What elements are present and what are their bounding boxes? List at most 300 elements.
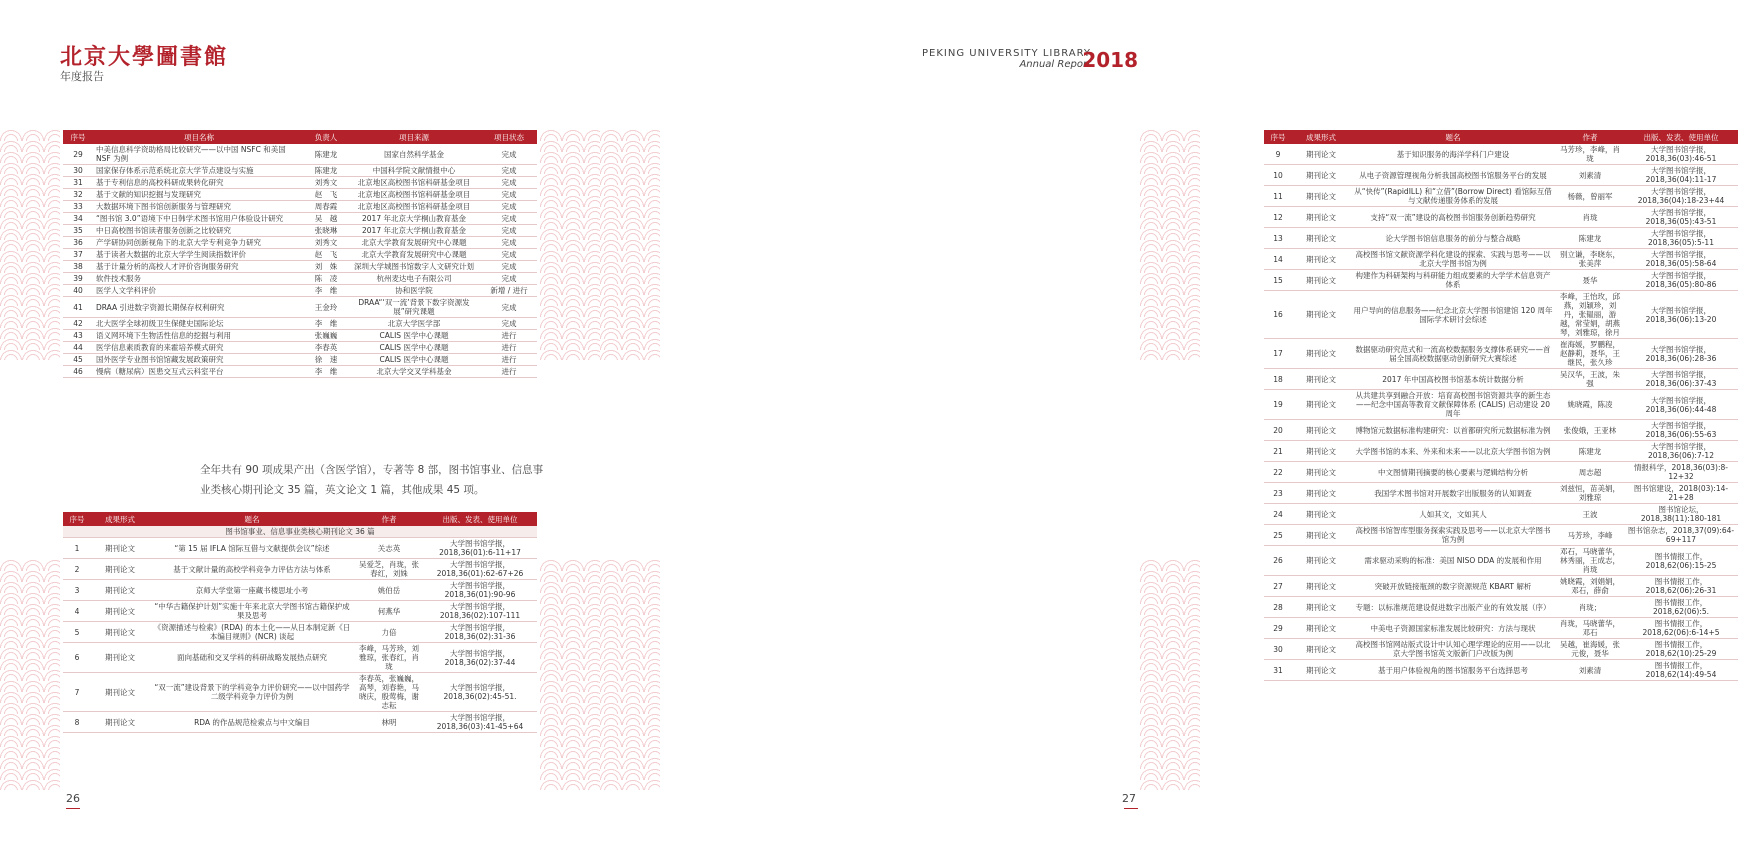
table-cell: 刘秀文	[305, 237, 347, 249]
table-row	[63, 297, 537, 318]
table-cell: 7	[63, 673, 91, 712]
table-cell: 23	[1264, 483, 1292, 504]
table-cell: 陈 凌	[305, 273, 347, 285]
table-row	[63, 237, 537, 249]
table-cell: 图书馆建设，2018(03):14-21+28	[1624, 483, 1738, 504]
table-cell: 从“快传”(RapidILL) 和“立借”(Borrow Direct) 看馆际互借与文献传递服务体系的发展	[1350, 186, 1556, 207]
table-cell: “中华古籍保护计划”实施十年来北京大学图书馆古籍保护成果及思考	[149, 601, 355, 622]
table-cell: 完成	[481, 189, 537, 201]
table-cell: 中文图情期刊摘要的核心要素与逻辑结构分析	[1350, 462, 1556, 483]
table-cell: 大学图书馆学报，2018,36(04):18-23+44	[1624, 186, 1738, 207]
table-cell: 崔海媛，罗鹏程，赵静莉，聂华，王继民，张久珍	[1556, 339, 1624, 369]
table-cell: 期刊论文	[1292, 504, 1350, 525]
table-cell: 16	[1264, 291, 1292, 339]
group-label: 图书馆事业、信息事业类核心期刊论文 36 篇	[63, 526, 537, 538]
table-cell: 李春英，张巍巍，高琴，刘春艳，马晓庆，殷莺梅，谢志耘	[355, 673, 423, 712]
table-cell: 何燕华	[355, 601, 423, 622]
wave-pattern-decoration	[600, 560, 660, 790]
table-cell: 王波	[1556, 504, 1624, 525]
table-cell: 周春霞	[305, 201, 347, 213]
column-header: 项目名称	[93, 130, 305, 144]
table-cell: 基于文献计量的高校学科竞争力评估方法与体系	[149, 559, 355, 580]
table-row	[1264, 597, 1738, 618]
table-cell: 40	[63, 285, 93, 297]
table-row	[63, 189, 537, 201]
table-cell: 别立谦，李晓东，张美萍	[1556, 249, 1624, 270]
table-cell: 高校图书馆网站版式设计中认知心理学理论的应用——以北京大学图书馆英文版新门户改版为例	[1350, 639, 1556, 660]
table-cell: 徐 速	[305, 354, 347, 366]
table-cell: 中美电子资源国家标准发展比较研究：方法与现状	[1350, 618, 1556, 639]
table-cell: 周志超	[1556, 462, 1624, 483]
table-cell: 30	[63, 165, 93, 177]
page-number-right: 27	[1122, 792, 1136, 805]
table-cell: 图书馆杂志，2018,37(09):64-69+117	[1624, 525, 1738, 546]
table-cell: 京师大学堂第一座藏书楼思址小考	[149, 580, 355, 601]
column-header: 作者	[1556, 130, 1624, 144]
table-row	[1264, 369, 1738, 390]
column-header: 负责人	[305, 130, 347, 144]
table-row	[63, 285, 537, 297]
table-cell: 吴爱芝，肖珑，张春红，刘姝	[355, 559, 423, 580]
table-cell: 陈建龙	[1556, 228, 1624, 249]
table-row	[1264, 483, 1738, 504]
table-cell: 期刊论文	[1292, 618, 1350, 639]
column-header: 成果形式	[1292, 130, 1350, 144]
table-cell: 41	[63, 297, 93, 318]
table-cell: 论大学图书馆信息服务的前分与整合战略	[1350, 228, 1556, 249]
table-cell: 北京地区高校图书馆科研基金项目	[347, 177, 481, 189]
table-cell: 北京大学医学部	[347, 318, 481, 330]
table-row	[63, 342, 537, 354]
table-cell: 图书情报工作，2018,62(06):26-31	[1624, 576, 1738, 597]
table-cell: 基于文献的知识挖掘与发现研究	[93, 189, 305, 201]
wave-pattern-decoration	[1140, 560, 1200, 790]
table-row	[63, 354, 537, 366]
table-row	[1264, 186, 1738, 207]
table-cell: 完成	[481, 201, 537, 213]
table-cell: 大学图书馆学报，2018,36(06):55-63	[1624, 420, 1738, 441]
table-cell: 北京地区高校图书馆科研基金项目	[347, 189, 481, 201]
table-row	[1264, 639, 1738, 660]
table-cell: 期刊论文	[91, 673, 149, 712]
table-cell: “双一流”建设背景下的学科竞争力评价研究——以中国药学二级学科竞争力评价为例	[149, 673, 355, 712]
table-cell: 协和医学院	[347, 285, 481, 297]
table-cell: 基于用户体验视角的图书馆服务平台选择思考	[1350, 660, 1556, 681]
table-row	[1264, 270, 1738, 291]
wave-pattern-decoration	[1140, 130, 1200, 360]
table-row	[1264, 618, 1738, 639]
table-cell: 大学图书馆学报，2018,36(06):37-43	[1624, 369, 1738, 390]
table-cell: 聂华	[1556, 270, 1624, 291]
table-cell: 大学图书馆的本来、外来和未来——以北京大学图书馆为例	[1350, 441, 1556, 462]
table-cell: 期刊论文	[1292, 420, 1350, 441]
column-header: 项目来源	[347, 130, 481, 144]
table-cell: 期刊论文	[1292, 441, 1350, 462]
table-cell: 期刊论文	[1292, 291, 1350, 339]
table-row	[63, 225, 537, 237]
table-cell: 国家自然科学基金	[347, 144, 481, 165]
table-cell: 大学图书馆学报，2018,36(04):11-17	[1624, 165, 1738, 186]
table-cell: 完成	[481, 273, 537, 285]
table-row	[1264, 390, 1738, 420]
table-cell: 姚晓霞，刘娟娟，邓石，薛俞	[1556, 576, 1624, 597]
table-cell: 关志英	[355, 538, 423, 559]
table-cell: 中国科学院文献情报中心	[347, 165, 481, 177]
table-cell: 大学图书馆学报，2018,36(06):13-20	[1624, 291, 1738, 339]
table-cell: 完成	[481, 225, 537, 237]
table-cell: 大学图书馆学报，2018,36(05):5-11	[1624, 228, 1738, 249]
table-row	[63, 580, 537, 601]
table-row	[63, 366, 537, 378]
table-row	[1264, 207, 1738, 228]
table-cell: 大学图书馆学报，2018,36(02):37-44	[423, 643, 537, 673]
table-cell: 博物馆元数据标准构建研究：以首都研究所元数据标准为例	[1350, 420, 1556, 441]
table-cell: 图书情报工作，2018,62(14):49-54	[1624, 660, 1738, 681]
table-cell: 国外医学专业图书馆馆藏发展政策研究	[93, 354, 305, 366]
library-name-en: PEKING UNIVERSITY LIBRARY	[922, 48, 1091, 59]
table-cell: 赵 飞	[305, 249, 347, 261]
table-cell: 肖珑	[1556, 207, 1624, 228]
table-cell: 李峰，马芳珍，刘雅琼，张春红，肖珑	[355, 643, 423, 673]
column-header: 序号	[63, 130, 93, 144]
table-cell: 期刊论文	[1292, 339, 1350, 369]
table-cell: 基于知识服务的海洋学科门户建设	[1350, 144, 1556, 165]
table-cell: 15	[1264, 270, 1292, 291]
table-cell: 高校图书馆文献资源学科化建设的探索、实践与思考——以北京大学图书馆为例	[1350, 249, 1556, 270]
table-cell: 20	[1264, 420, 1292, 441]
table-row	[1264, 228, 1738, 249]
table-row	[1264, 339, 1738, 369]
paper-table-left	[63, 512, 537, 733]
table-cell: “第 15 届 IFLA 馆际互借与文献提供会议”综述	[149, 538, 355, 559]
table-cell: 32	[63, 189, 93, 201]
table-cell: 30	[1264, 639, 1292, 660]
table-cell: 大学图书馆学报，2018,36(02):107-111	[423, 601, 537, 622]
table-cell: 2017 年北京大学桐山教育基金	[347, 225, 481, 237]
table-cell: 期刊论文	[1292, 597, 1350, 618]
table-cell: 46	[63, 366, 93, 378]
table-row	[63, 201, 537, 213]
table-cell: 大学图书馆学报，2018,36(06):7-12	[1624, 441, 1738, 462]
page-number-left: 26	[66, 792, 80, 805]
column-header: 出版、发表、使用单位	[1624, 130, 1738, 144]
wave-pattern-decoration	[540, 560, 600, 790]
table-cell: RDA 的作品规范检索点与中文编目	[149, 712, 355, 733]
project-table-header	[63, 130, 537, 144]
table-row	[63, 318, 537, 330]
table-cell: 6	[63, 643, 91, 673]
table-row	[1264, 546, 1738, 576]
table-cell: 37	[63, 249, 93, 261]
table-cell: “图书馆 3.0”语境下中日韩学术图书馆用户体验设计研究	[93, 213, 305, 225]
table-cell: 用户导向的信息服务——纪念北京大学图书馆建馆 120 周年国际学术研讨会综述	[1350, 291, 1556, 339]
paper-table-header	[63, 512, 537, 526]
table-cell: 图书情报工作，2018,62(06):6-14+5	[1624, 618, 1738, 639]
wave-pattern-decoration	[0, 130, 60, 360]
table-cell: 26	[1264, 546, 1292, 576]
table-cell: 深圳大学城图书馆数字人文研究计划	[347, 261, 481, 273]
table-cell: 完成	[481, 249, 537, 261]
column-header: 题名	[149, 512, 355, 526]
table-cell: 慢病（糖尿病）医患交互式云科室平台	[93, 366, 305, 378]
table-cell: 期刊论文	[91, 538, 149, 559]
table-cell: 13	[1264, 228, 1292, 249]
table-cell: 王金玲	[305, 297, 347, 318]
table-cell: 基于计量分析的高校人才评价咨询服务研究	[93, 261, 305, 273]
page-number-underline	[66, 808, 80, 809]
table-row	[63, 273, 537, 285]
table-cell: 期刊论文	[1292, 525, 1350, 546]
table-cell: 11	[1264, 186, 1292, 207]
table-row	[63, 538, 537, 559]
table-cell: CALIS 医学中心课题	[347, 354, 481, 366]
table-cell: 36	[63, 237, 93, 249]
table-cell: 33	[63, 201, 93, 213]
table-row	[1264, 441, 1738, 462]
wave-pattern-decoration	[600, 130, 660, 360]
column-header: 序号	[1264, 130, 1292, 144]
table-row	[63, 177, 537, 189]
table-row	[63, 622, 537, 643]
table-row	[63, 330, 537, 342]
table-cell: 完成	[481, 318, 537, 330]
table-cell: 43	[63, 330, 93, 342]
table-cell: 期刊论文	[1292, 207, 1350, 228]
table-cell: 完成	[481, 297, 537, 318]
table-cell: 45	[63, 354, 93, 366]
table-cell: 杨薇，曾丽军	[1556, 186, 1624, 207]
table-cell: 29	[63, 144, 93, 165]
table-cell: 中日高校图书馆读者服务创新之比较研究	[93, 225, 305, 237]
table-cell: 大学图书馆学报，2018,36(02):31-36	[423, 622, 537, 643]
table-cell: 国家保存体系示范系统北京大学节点建设与实施	[93, 165, 305, 177]
report-year: 2018	[1082, 48, 1138, 72]
table-cell: 北京大学教育发展研究中心课题	[347, 237, 481, 249]
table-cell: 张晓琳	[305, 225, 347, 237]
table-cell: 完成	[481, 144, 537, 165]
table-cell: 2017 年北京大学桐山教育基金	[347, 213, 481, 225]
table-cell: 支持“双一流”建设的高校图书馆服务创新趋势研究	[1350, 207, 1556, 228]
table-row	[1264, 576, 1738, 597]
table-cell: 陈建龙	[305, 144, 347, 165]
table-row	[1264, 144, 1738, 165]
table-cell: 44	[63, 342, 93, 354]
table-cell: 进行	[481, 366, 537, 378]
table-cell: 我国学术图书馆对开展数字出版服务的认知调查	[1350, 483, 1556, 504]
table-cell: 构建作为科研架构与科研能力组成要素的大学学术信息资产体系	[1350, 270, 1556, 291]
table-cell: 张俊娥，王亚林	[1556, 420, 1624, 441]
wave-pattern-decoration	[540, 130, 600, 360]
column-header: 出版、发表、使用单位	[423, 512, 537, 526]
table-cell: 完成	[481, 177, 537, 189]
left-page	[0, 0, 600, 843]
table-cell: 进行	[481, 342, 537, 354]
group-row	[63, 526, 537, 538]
annual-report-en: Annual Report	[1019, 59, 1091, 70]
table-cell: 图书情报工作，2018,62(06):15-25	[1624, 546, 1738, 576]
table-cell: 北京大学教育发展研究中心课题	[347, 249, 481, 261]
table-cell: 刘秀文	[305, 177, 347, 189]
table-cell: 期刊论文	[1292, 660, 1350, 681]
table-cell: 需求驱动采购的标准：美国 NISO DDA 的发展和作用	[1350, 546, 1556, 576]
table-cell: 《资源描述与检索》(RDA) 的本土化——从日本制定新《日本编目规则》(NCR) 谈起	[149, 622, 355, 643]
table-cell: 陈建龙	[1556, 441, 1624, 462]
table-cell: 图书情报工作，2018,62(10):25-29	[1624, 639, 1738, 660]
table-cell: 期刊论文	[1292, 462, 1350, 483]
table-cell: 李 维	[305, 318, 347, 330]
table-cell: 林明	[355, 712, 423, 733]
table-cell: 图书情报工作，2018,62(06):5.	[1624, 597, 1738, 618]
table-cell: 期刊论文	[91, 601, 149, 622]
table-cell: 从电子资源管理视角分析我国高校图书馆服务平台的发展	[1350, 165, 1556, 186]
table-cell: 大学图书馆学报，2018,36(05):43-51	[1624, 207, 1738, 228]
table-cell: 医学人文学科评价	[93, 285, 305, 297]
table-row	[1264, 249, 1738, 270]
table-cell: 4	[63, 601, 91, 622]
table-cell: 期刊论文	[91, 559, 149, 580]
table-cell: 期刊论文	[1292, 483, 1350, 504]
table-cell: 刘素清	[1556, 165, 1624, 186]
table-cell: 42	[63, 318, 93, 330]
table-row	[63, 601, 537, 622]
table-cell: 完成	[481, 165, 537, 177]
table-cell: 1	[63, 538, 91, 559]
table-row	[1264, 504, 1738, 525]
table-cell: 期刊论文	[1292, 639, 1350, 660]
table-cell: 38	[63, 261, 93, 273]
page-number-underline	[1124, 808, 1138, 809]
table-cell: 大学图书馆学报，2018,36(01):90-96	[423, 580, 537, 601]
table-cell: 姚伯岳	[355, 580, 423, 601]
column-header: 作者	[355, 512, 423, 526]
table-cell: 基于专利信息的高校科研成果转化研究	[93, 177, 305, 189]
table-cell: 14	[1264, 249, 1292, 270]
table-cell: 3	[63, 580, 91, 601]
table-cell: 期刊论文	[1292, 369, 1350, 390]
table-cell: 基于读者大数据的北京大学学生阅读指数评价	[93, 249, 305, 261]
column-header: 题名	[1350, 130, 1556, 144]
table-cell: 22	[1264, 462, 1292, 483]
table-cell: 期刊论文	[1292, 228, 1350, 249]
report-subtitle: 年度报告	[60, 70, 104, 83]
table-row	[63, 165, 537, 177]
table-cell: 大学图书馆学报，2018,36(03):46-51	[1624, 144, 1738, 165]
table-cell: 8	[63, 712, 91, 733]
table-cell: 人如其文，文如其人	[1350, 504, 1556, 525]
table-cell: 刘 姝	[305, 261, 347, 273]
table-row	[1264, 420, 1738, 441]
table-cell: 大学图书馆学报，2018,36(02):45-51.	[423, 673, 537, 712]
table-cell: 31	[1264, 660, 1292, 681]
table-cell: 刘素清	[1556, 660, 1624, 681]
table-cell: 完成	[481, 261, 537, 273]
table-cell: 期刊论文	[1292, 165, 1350, 186]
table-cell: 马芳珍，李峰	[1556, 525, 1624, 546]
table-cell: 陈建龙	[305, 165, 347, 177]
table-cell: 34	[63, 213, 93, 225]
table-cell: 北京地区高校图书馆科研基金项目	[347, 201, 481, 213]
table-cell: 高校图书馆智库型服务探索实践及思考——以北京大学图书馆为例	[1350, 525, 1556, 546]
project-table	[63, 130, 537, 378]
table-cell: 马芳珍，李峰，肖珑	[1556, 144, 1624, 165]
table-cell: 从共建共享到融合开放：培育高校图书馆资源共享的新生态——纪念中国高等教育文献保障体系 (CALIS) 启动建设 20 周年	[1350, 390, 1556, 420]
table-cell: 9	[1264, 144, 1292, 165]
table-cell: 期刊论文	[91, 580, 149, 601]
table-cell: 吴汉华，王波，朱强	[1556, 369, 1624, 390]
table-cell: 35	[63, 225, 93, 237]
table-cell: 图书馆论坛，2018,38(11):180-181	[1624, 504, 1738, 525]
table-row	[63, 249, 537, 261]
table-cell: 语义网环境下生物活性信息的挖掘与利用	[93, 330, 305, 342]
table-row	[63, 643, 537, 673]
table-cell: 李春英	[305, 342, 347, 354]
wave-pattern-decoration	[0, 560, 60, 790]
table-cell: 大学图书馆学报，2018,36(05):58-64	[1624, 249, 1738, 270]
table-row	[1264, 660, 1738, 681]
table-cell: 期刊论文	[91, 643, 149, 673]
table-cell: 19	[1264, 390, 1292, 420]
table-row	[1264, 525, 1738, 546]
table-cell: 赵 飞	[305, 189, 347, 201]
table-cell: 29	[1264, 618, 1292, 639]
table-cell: 期刊论文	[1292, 546, 1350, 576]
column-header: 序号	[63, 512, 91, 526]
table-cell: 刘兹恒，苗美娟，刘雅琼	[1556, 483, 1624, 504]
table-cell: 医学信息素质教育的来霍培养模式研究	[93, 342, 305, 354]
table-cell: DRAA 引进数字资源长期保存权利研究	[93, 297, 305, 318]
table-cell: 吴越，崔海媛，张元俊，聂华	[1556, 639, 1624, 660]
library-logo: 北京大學圖書館	[60, 44, 229, 70]
table-cell: 12	[1264, 207, 1292, 228]
table-row	[1264, 165, 1738, 186]
table-cell: 期刊论文	[1292, 249, 1350, 270]
table-cell: 肖珑；	[1556, 597, 1624, 618]
table-row	[1264, 462, 1738, 483]
table-cell: 大学图书馆学报，2018,36(05):80-86	[1624, 270, 1738, 291]
column-header: 项目状态	[481, 130, 537, 144]
table-cell: 大数据环境下图书馆创新服务与管理研究	[93, 201, 305, 213]
table-cell: 肖珑，马晓蕾华，邓石	[1556, 618, 1624, 639]
table-cell: 突破开放链接瓶颈的数字资源规范 KBART 解析	[1350, 576, 1556, 597]
table-cell: 产学研协同创新视角下的北京大学专利竞争力研究	[93, 237, 305, 249]
paper-table-header	[1264, 130, 1738, 144]
table-cell: 17	[1264, 339, 1292, 369]
table-cell: 21	[1264, 441, 1292, 462]
summary-paragraph: 全年共有 90 项成果产出（含医学馆），专著等 8 部，图书馆事业、信息事业类核心期刊论文 35 篇，英文论文 1 篇，其他成果 45 项。	[200, 464, 544, 496]
table-cell: 吴 越	[305, 213, 347, 225]
table-cell: 情报科学，2018,36(03):8-12+32	[1624, 462, 1738, 483]
table-cell: 软件技术服务	[93, 273, 305, 285]
table-cell: 专题：以标准规范建设促进数字出版产业的有效发展（序）	[1350, 597, 1556, 618]
table-cell: 进行	[481, 354, 537, 366]
paper-table-right	[1264, 130, 1738, 681]
table-cell: 期刊论文	[91, 622, 149, 643]
table-cell: 北大医学全球初级卫生保健史国际论坛	[93, 318, 305, 330]
right-page	[600, 0, 1735, 843]
table-cell: 李 维	[305, 285, 347, 297]
table-cell: 10	[1264, 165, 1292, 186]
table-cell: 大学图书馆学报，2018,36(01):6-11+17	[423, 538, 537, 559]
table-cell: 完成	[481, 213, 537, 225]
column-header: 成果形式	[91, 512, 149, 526]
table-cell: 2017 年中国高校图书馆基本统计数据分析	[1350, 369, 1556, 390]
table-cell: 期刊论文	[1292, 186, 1350, 207]
table-cell: 李峰，王怡玫，邱燕，刘颖珍，刘丹，张韫丽，游越，常莹娟，胡燕琴，刘雅琼，徐月	[1556, 291, 1624, 339]
table-cell: 期刊论文	[1292, 144, 1350, 165]
table-cell: 5	[63, 622, 91, 643]
table-row	[63, 213, 537, 225]
table-cell: 杭州麦达电子有限公司	[347, 273, 481, 285]
